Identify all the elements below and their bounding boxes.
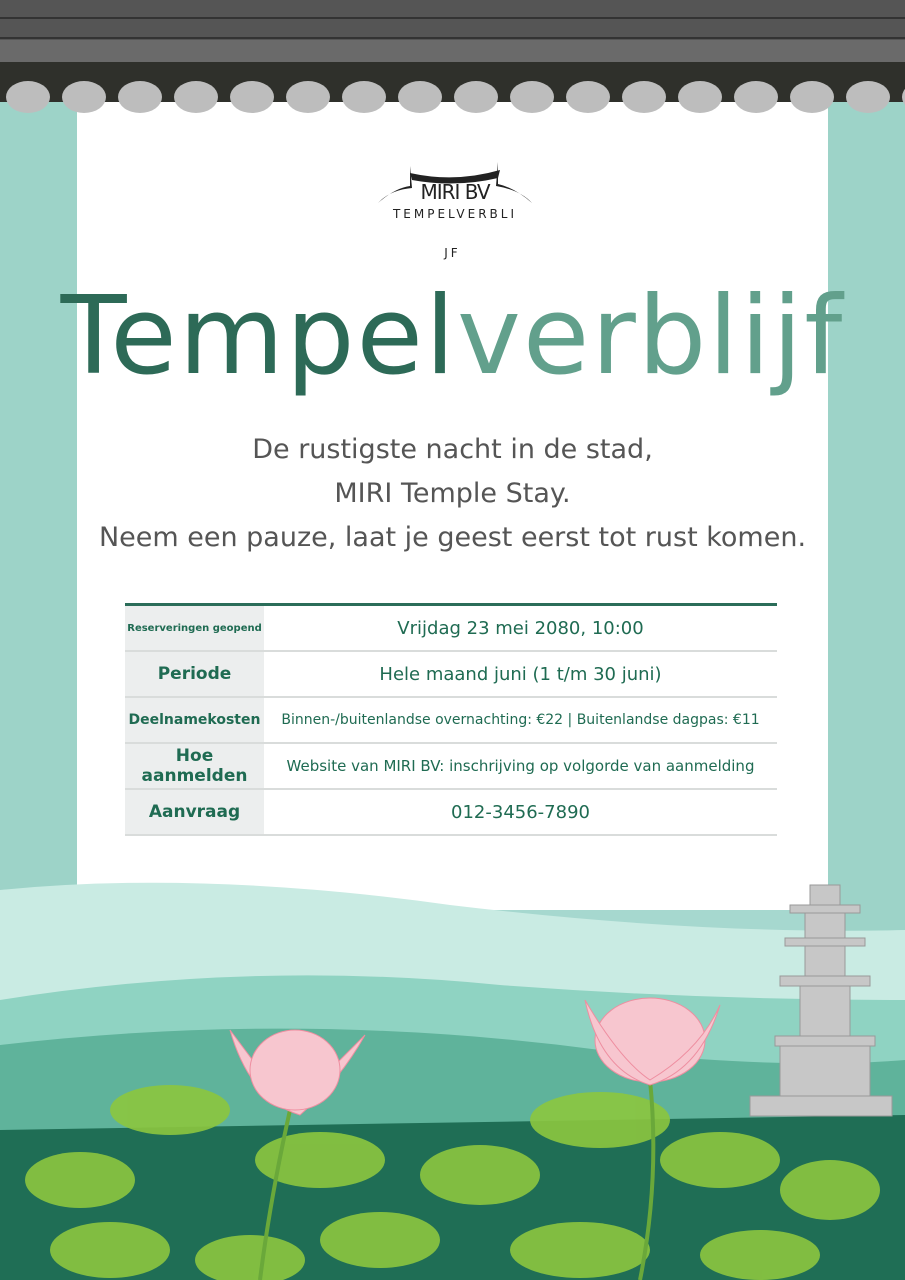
row-label: Deelnamekosten [125,697,264,743]
roof-tile [454,81,498,113]
roof-tile [734,81,778,113]
roof-tile [342,81,386,113]
table-row [125,743,777,789]
logo-initials: JF [444,246,461,260]
row-value: Binnen-/buitenlandse overnachting: €22 | Buitenlandse dagpas: €11 [264,697,777,743]
row-value: Hele maand juni (1 t/m 30 juni) [264,651,777,697]
row-value: Website van MIRI BV: inschrijving op volgorde van aanmelding [264,743,777,789]
roof-tile [510,81,554,113]
roof-tile [62,81,106,113]
roof-tiles-illustration [0,0,905,125]
subtitle-line: De rustigste nacht in de stad, [252,434,653,465]
roof-tile [678,81,722,113]
roof-tile [622,81,666,113]
table-row [125,605,777,652]
logo-name: MIRI BV [420,180,490,204]
table-row [125,697,777,743]
roof-tile [566,81,610,113]
table-row [125,789,777,835]
page-title [0,272,905,402]
roof-tile [174,81,218,113]
info-table [125,603,777,836]
subtitle [0,428,905,560]
row-value: Vrijdag 23 mei 2080, 10:00 [264,605,777,652]
row-label: Hoe aanmelden [125,743,264,789]
roof-tile [398,81,442,113]
roof-tile [286,81,330,113]
roof-tile [230,81,274,113]
row-value: 012-3456-7890 [264,789,777,835]
row-label: Periode [125,651,264,697]
roof-tile [118,81,162,113]
logo-subtitle: TEMPELVERBLI [392,207,518,221]
roof-tile [6,81,50,113]
title-part1: Tempel [60,274,457,399]
table-row [125,651,777,697]
subtitle-line: Neem een pauze, laat je geest eerst tot rust komen. [98,522,807,553]
title-part2: verblijf [456,274,845,399]
subtitle-line: MIRI Temple Stay. [334,478,571,509]
lotus-landscape-illustration [0,870,905,1280]
row-label: Reserveringen geopend [125,605,264,652]
logo [370,158,540,228]
row-label: Aanvraag [125,789,264,835]
roof-tile [846,81,890,113]
roof-tile [790,81,834,113]
